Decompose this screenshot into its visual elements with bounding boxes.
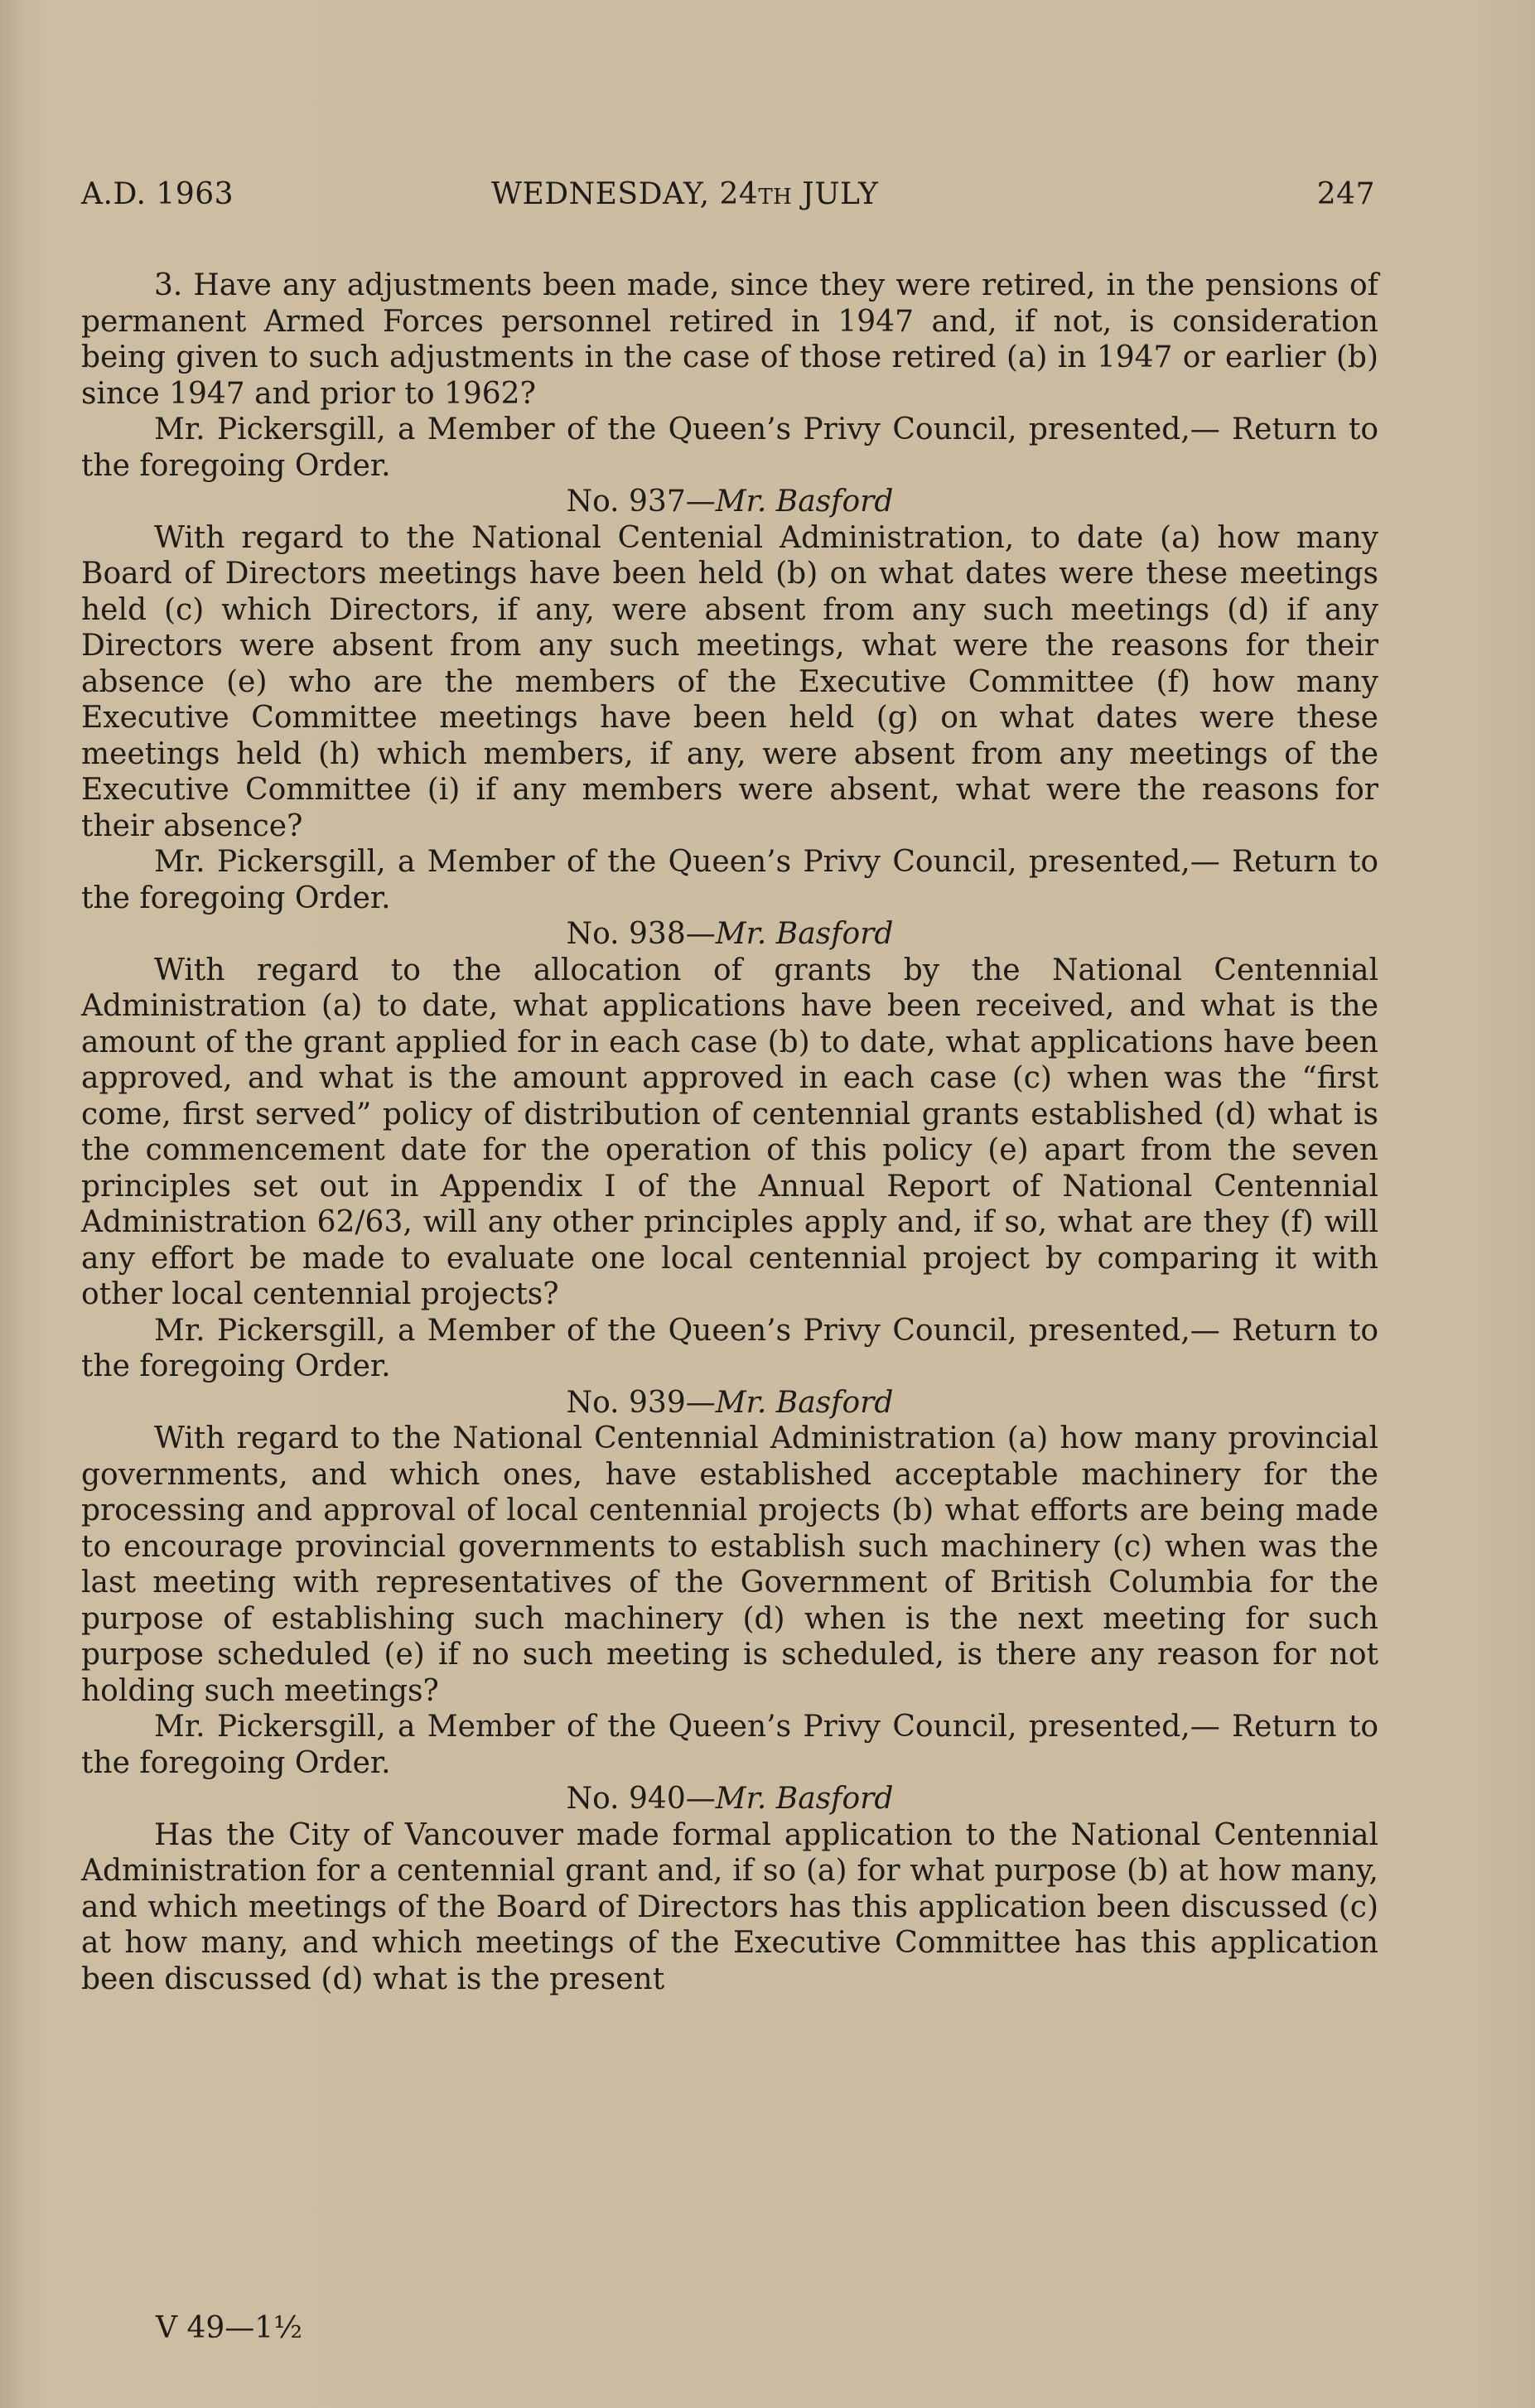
question-paragraph: With regard to the National Centennial Administration (a) how many provincial governments, and which ones, have established acceptable machinery for the processing and approval of local centennial projects (b) what efforts are being made to encourage provincial governments to establish such machinery (c) when was the last meeting with representatives of the Government of British Columbia for the purpose of establishing such machinery (d) when is the next meeting for such purpose scheduled (e) if no such meeting is scheduled, is there any reason for not holding such meetings? xyxy=(81,1421,1378,1708)
return-paragraph: Mr. Pickersgill, a Member of the Queen’s Privy Council, presented,— Return to the foregoing Order. xyxy=(81,413,1378,483)
question-paragraph: Has the City of Vancouver made formal application to the National Centennial Administration for a centennial grant and, if so (a) for what purpose (b) at how many, and which meetings of the Board of Directors has this application been discussed (c) at how many, and which meetings of the Executive Committee has this application been discussed (d) what is the present xyxy=(81,1817,1378,1996)
question-paragraph: With regard to the National Centenial Administration, to date (a) how many Board of Directors meetings have been held (b) on what dates were these meetings held (c) which Directors, if any, were absent from any such meetings (d) if any Directors were absent from any such meetings, what were the reasons for their absence (e) who are the members of the Executive Committee (f) how many Executive Committee meetings have been held (g) on what dates were these meetings held (h) which members, if any, were absent from any meetings of the Executive Committee (i) if any members were absent, what were the reasons for their absence? xyxy=(81,520,1378,843)
return-paragraph: Mr. Pickersgill, a Member of the Queen’s Privy Council, presented,— Return to the foregoing Order. xyxy=(81,1710,1378,1780)
question-heading-938: No. 938—Mr. Basford xyxy=(566,917,894,951)
return-paragraph: Mr. Pickersgill, a Member of the Queen’s Privy Council, presented,— Return to the foregoing Order. xyxy=(81,845,1378,915)
running-header xyxy=(81,177,1375,219)
header-date: WEDNESDAY, 24TH JULY xyxy=(491,177,879,211)
return-paragraph: Mr. Pickersgill, a Member of the Queen’s Privy Council, presented,— Return to the foregoing Order. xyxy=(81,1313,1378,1383)
question-paragraph: With regard to the allocation of grants by the National Centennial Administration (a) to date, what applications have been received, and what is the amount of the grant applied for in each case (b) to date, what applications have been approved, and what is the amount approved in each case (c) when was the “first come, first served” policy of distribution of centennial grants established (d) what is the commencement date for the operation of this policy (e) apart from the seven principles set out in Appendix I of the Annual Report of National Centennial Administration 62/63, will any other principles apply and, if so, what are they (f) will any effort be made to evaluate one local centennial project by comparing it with other local centennial projects? xyxy=(81,953,1378,1311)
page-body xyxy=(81,268,1378,1997)
question-paragraph: 3. Have any adjustments been made, since they were retired, in the pensions of permanent Armed Forces personnel retired in 1947 and, if not, is consideration being given to such adjustments in the case of those retired (a) in 1947 or earlier (b) since 1947 and prior to 1962? xyxy=(81,268,1378,411)
question-heading-939: No. 939—Mr. Basford xyxy=(566,1385,894,1420)
signature-mark: V 49—1½ xyxy=(156,2311,303,2345)
question-heading-940: No. 940—Mr. Basford xyxy=(566,1782,894,1816)
question-heading-937: No. 937—Mr. Basford xyxy=(566,485,894,519)
header-year: A.D. 1963 xyxy=(81,177,234,211)
page-number: 247 xyxy=(1316,177,1375,211)
